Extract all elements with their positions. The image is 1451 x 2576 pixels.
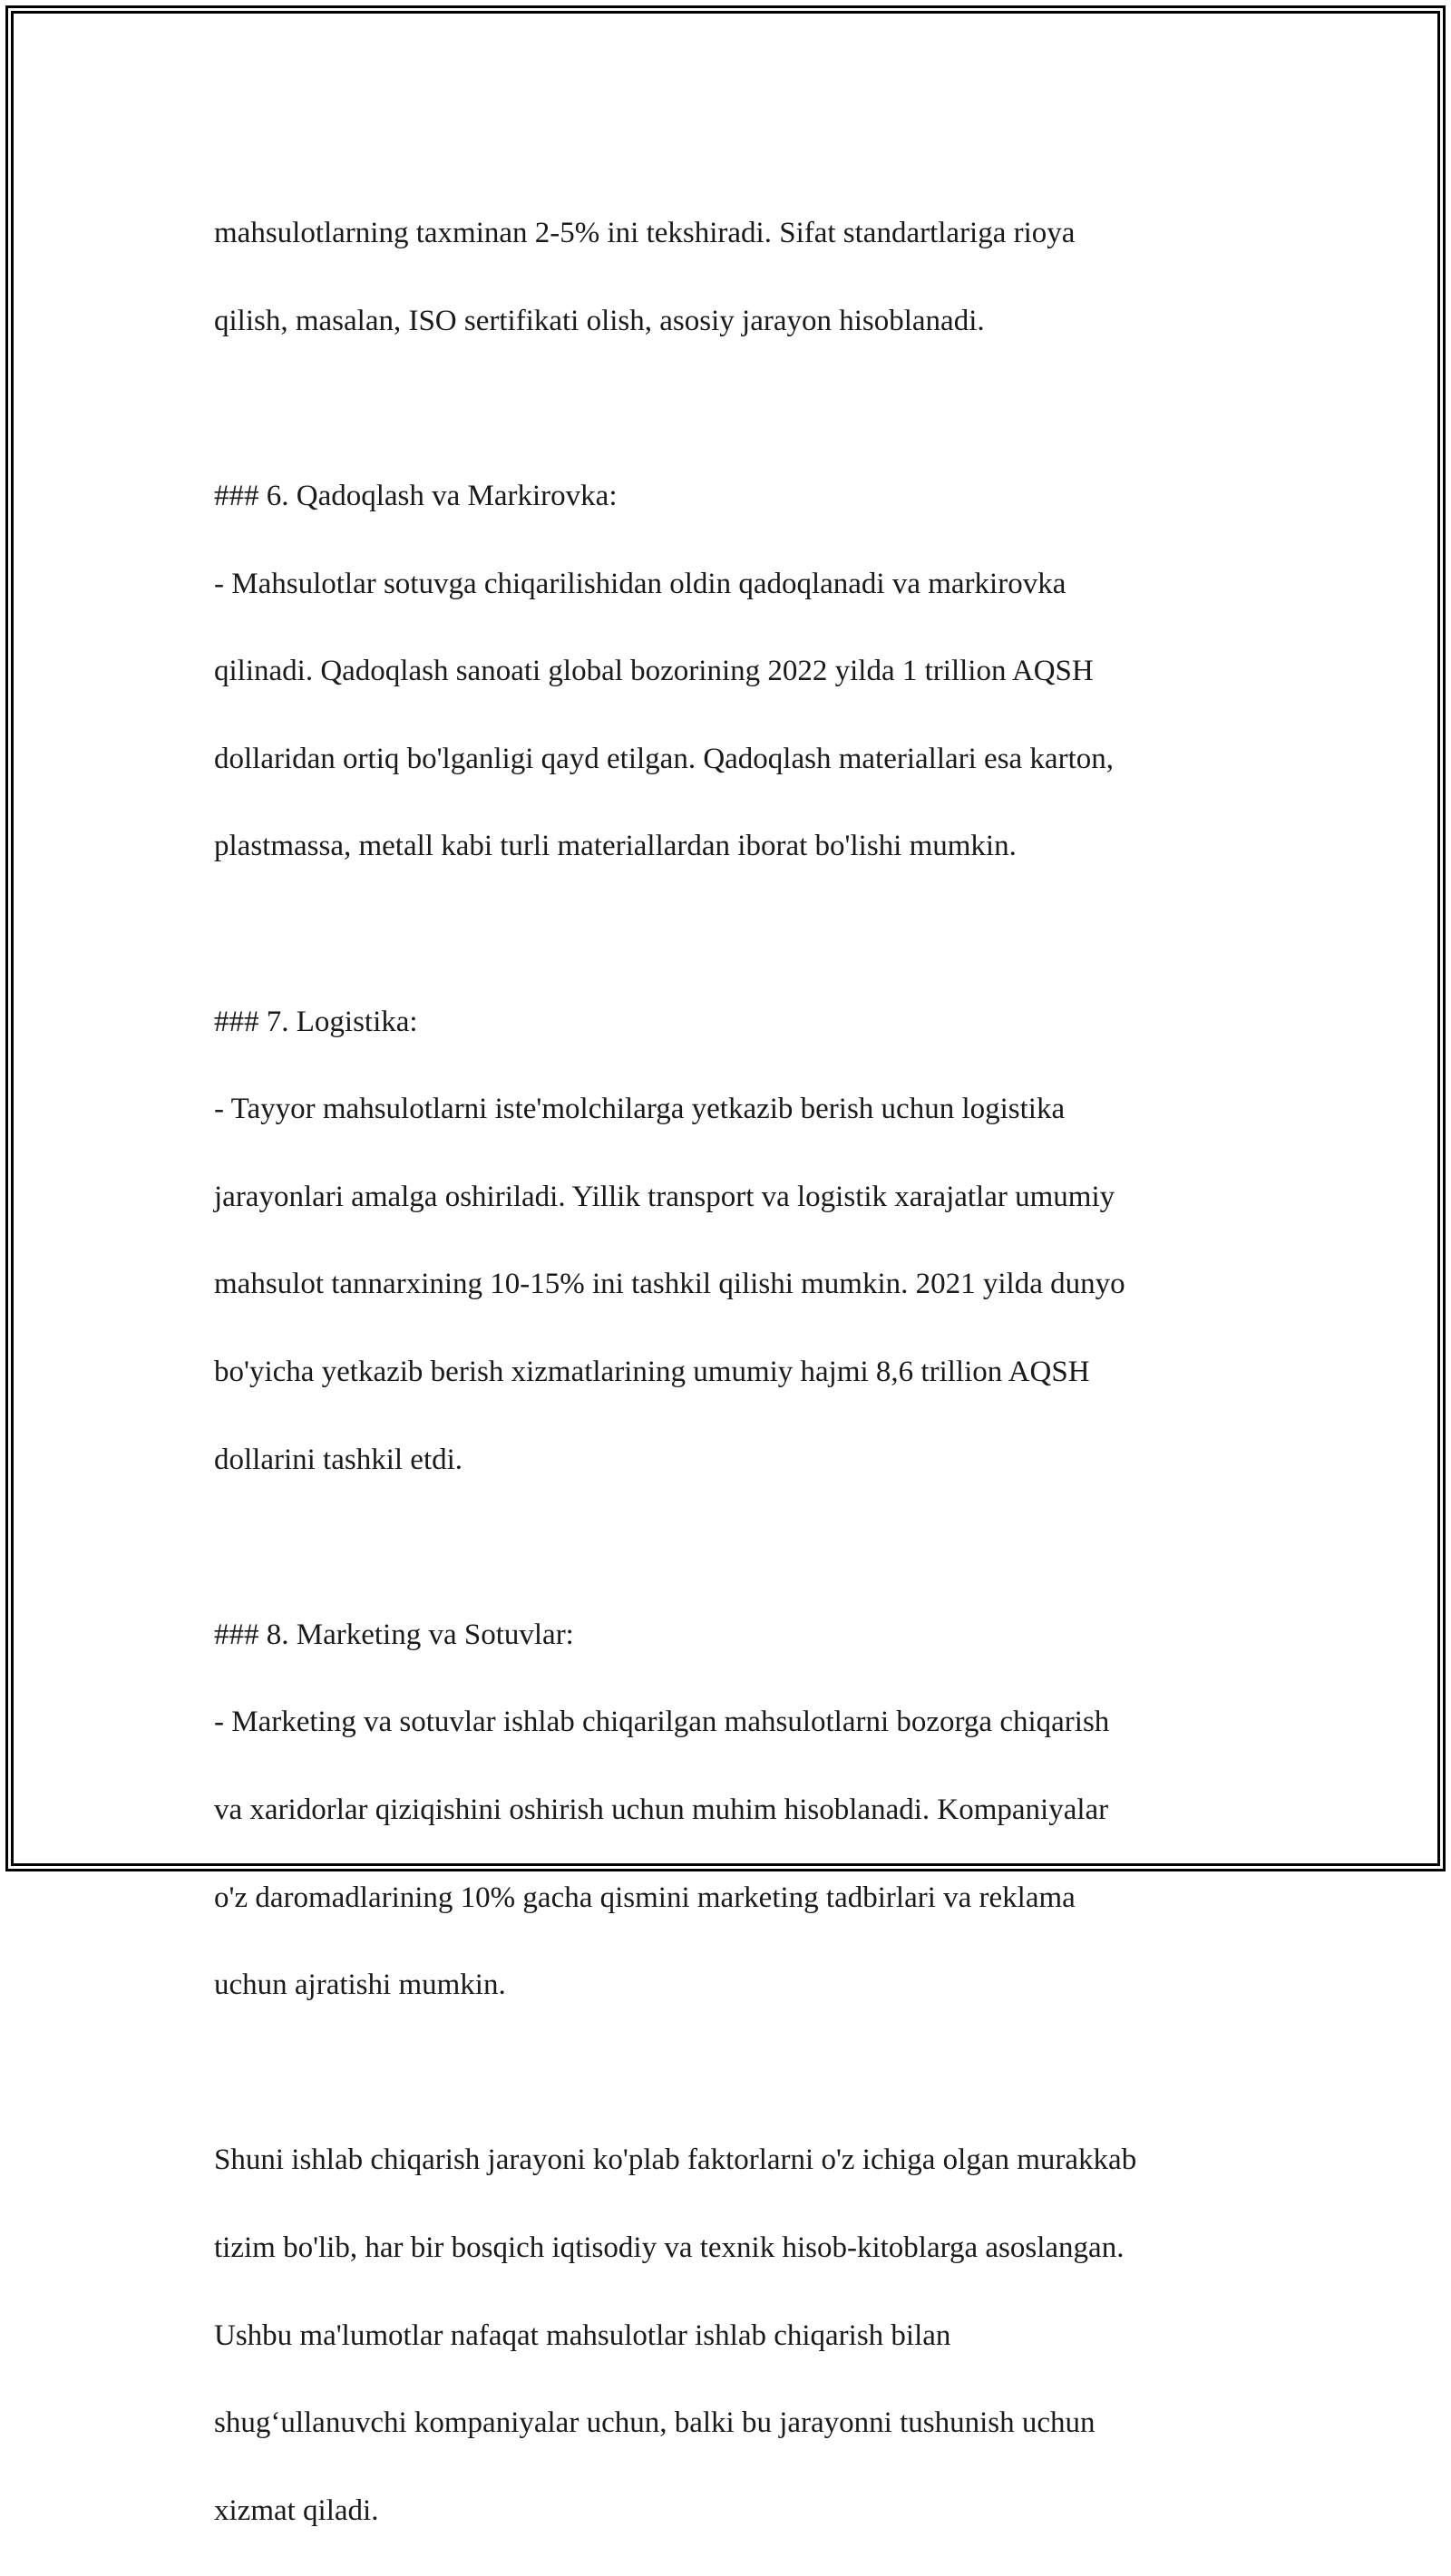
- text-line: tizim bo'lib, har bir bosqich iqtisodiy va texnik hisob-kitoblarga asoslangan.: [214, 2231, 1125, 2264]
- text-line: mahsulot tannarxining 10-15% ini tashkil qilishi mumkin. 2021 yilda dunyo: [214, 1268, 1125, 1301]
- text-line: va xaridorlar qiziqishini oshirish uchun muhim hisoblanadi. Kompaniyalar: [214, 1793, 1109, 1826]
- text-line: xizmat qiladi.: [214, 2493, 379, 2527]
- text-line: - Tayyor mahsulotlarni iste'molchilarga yetkazib berish uchun logistika: [214, 1093, 1066, 1126]
- text-line: - Mahsulotlar sotuvga chiqarilishidan oldin qadoqlanadi va markirovka: [214, 567, 1066, 600]
- text-line: Ushbu ma'lumotlar nafaqat mahsulotlar ishlab chiqarish bilan: [214, 2318, 951, 2352]
- section-heading: ### 8. Marketing va Sotuvlar:: [214, 1618, 574, 1651]
- text-line: dollarini tashkil etdi.: [214, 1443, 463, 1476]
- text-line: uchun ajratishi mumkin.: [214, 1968, 506, 2002]
- text-line: Shuni ishlab chiqarish jarayoni ko'plab faktorlarni o'z ichiga olgan murakkab: [214, 2143, 1137, 2177]
- text-line: jarayonlari amalga oshiriladi. Yillik transport va logistik xarajatlar umumiy: [214, 1180, 1115, 1213]
- text-line: - Marketing va sotuvlar ishlab chiqarilgan mahsulotlarni bozorga chiqarish: [214, 1706, 1110, 1739]
- paragraph-conclusion: [214, 2095, 1266, 2576]
- text-line: mahsulotlarning taxminan 2-5% ini tekshiradi. Sifat standartlariga rioya: [214, 217, 1076, 250]
- text-line: qilinadi. Qadoqlash sanoati global bozorining 2022 yilda 1 trillion AQSH: [214, 655, 1094, 688]
- text-line: qilish, masalan, ISO sertifikati olish, asosiy jarayon hisoblanadi.: [214, 304, 985, 337]
- section-8: [214, 1570, 1266, 2051]
- text-line: o'z daromadlarining 10% gacha qismini marketing tadbirlari va reklama: [214, 1881, 1076, 1914]
- text-line: plastmassa, metall kabi turli materiallardan iborat bo'lishi mumkin.: [214, 830, 1017, 863]
- section-heading: ### 6. Qadoqlash va Markirovka:: [214, 480, 618, 513]
- text-line: bo'yicha yetkazib berish xizmatlarining umumiy hajmi 8,6 trillion AQSH: [214, 1356, 1090, 1389]
- document-body: [214, 168, 1266, 2576]
- section-heading: ### 7. Logistika:: [214, 1005, 418, 1038]
- section-7: [214, 956, 1266, 1525]
- text-line: dollaridan ortiq bo'lganligi qayd etilgan. Qadoqlash materiallari esa karton,: [214, 742, 1114, 775]
- text-line: shug‘ullanuvchi kompaniyalar uchun, balki bu jarayonni tushunish uchun: [214, 2406, 1096, 2440]
- paragraph-intro-tail: [214, 168, 1266, 386]
- section-6: [214, 431, 1266, 912]
